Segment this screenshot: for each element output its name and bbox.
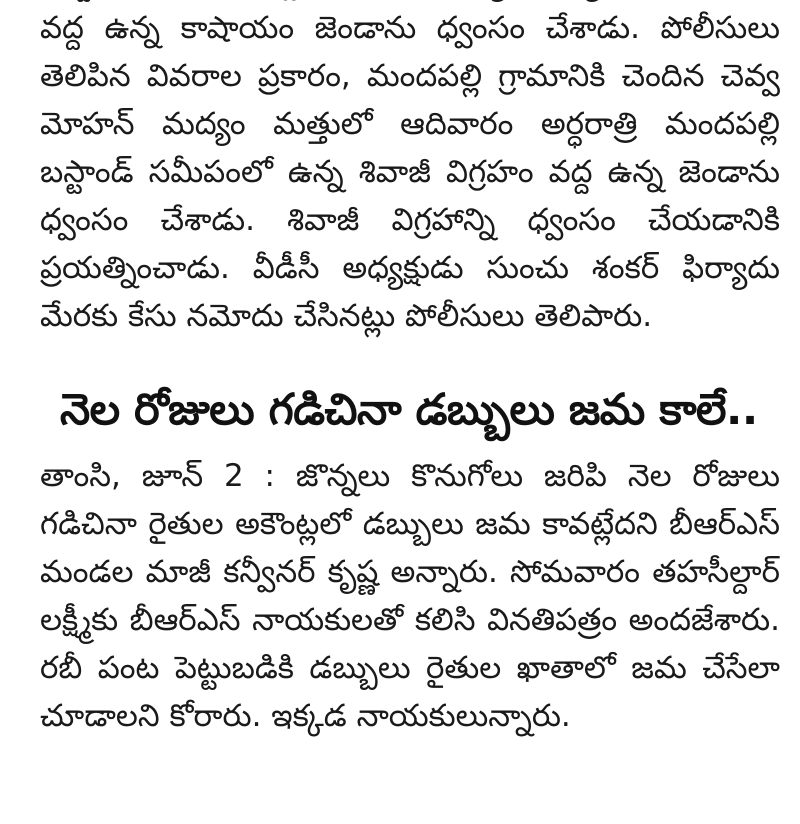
article-dateline: తాంసి, జూన్ 2 : <box>40 458 275 494</box>
article-bottom <box>40 452 780 740</box>
article-bottom-body <box>40 452 780 740</box>
article-top <box>40 0 780 340</box>
article-headline: నెల రోజులు గడిచినా డబ్బులు జమ కాలే.. <box>60 385 758 435</box>
article-top-body: వద్ద ఉన్న కాషాయం జెండాను ధ్వంసం చేశాడు. పోలీసులు తెలిపిన వివరాల ప్రకారం, మందపల్లి గ్రామానికి చెందిన చెవ్వ మోహన్ మద్యం మత్తులో ఆదివారం అర్ధరాత్రి మందపల్లి బస్టాండ్ సమీపంలో ఉన్న శివాజీ విగ్రహం వద్ద ఉన్న జెండాను ధ్వంసం చేశాడు. శివాజీ విగ్రహాన్ని ధ్వంసం చేయడానికి ప్రయత్నించాడు. వీడీసీ అధ్యక్షుడు సుంచు శంకర్ ఫిర్యాదు మేరకు కేసు నమోదు చేసినట్లు పోలీసులు తెలిపారు. <box>40 10 780 334</box>
article-bottom-text: జొన్నలు కొనుగోలు జరిపి నెల రోజులు గడిచినా రైతుల అకౌంట్లలో డబ్బులు జమ కావట్లేదని బీఆర్ఎస్ మండల మాజీ కన్వీనర్ కృష్ణ అన్నారు. సోమవారం తహసీల్దార్ లక్ష్మీకు బీఆర్ఎస్ నాయకులతో కలిసి వినతిపత్రం అందజేశారు. రబీ పంట పెట్టుబడికి డబ్బులు రైతుల ఖాతాలో జమ చేసేలా చూడాలని కోరారు. ఇక్కడ నాయకులున్నారు. <box>40 458 781 734</box>
